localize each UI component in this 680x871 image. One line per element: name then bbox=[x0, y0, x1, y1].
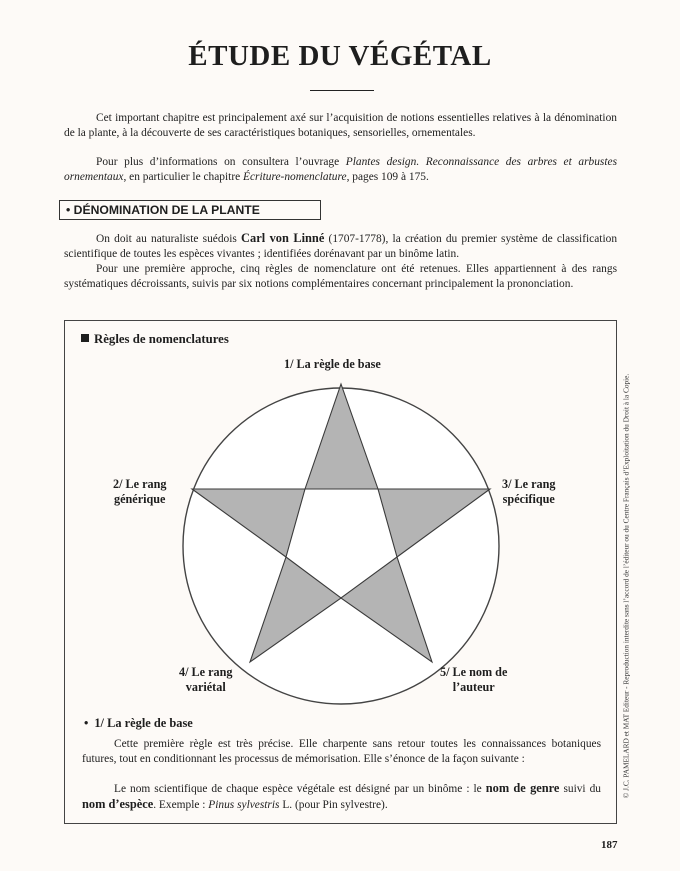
section-heading: • DÉNOMINATION DE LA PLANTE bbox=[59, 200, 321, 220]
rule-bullet-heading-text: 1/ La règle de base bbox=[94, 716, 193, 730]
intro-p2-middle: , en particulier le chapitre bbox=[123, 170, 244, 183]
rule-3-label bbox=[502, 477, 556, 507]
rule-paragraph-1: Cette première règle est très précise. Elle charpente sans retour toutes les connaissances botaniques futures, tout en conditionnant les processus de mémorisation. Elle s’énonce de la façon suivante : bbox=[82, 738, 601, 765]
species-name-term: nom d’espèce bbox=[82, 796, 154, 811]
intro-paragraph-1: Cet important chapitre est principalement axé sur l’acquisition de notions essentielles relatives à la dénomination de la plante, à la découverte de ses caractéristiques botaniques, sensorielles, ornementales. bbox=[64, 112, 617, 139]
page-title: ÉTUDE DU VÉGÉTAL bbox=[188, 40, 492, 72]
rule-4-line-2: variétal bbox=[185, 680, 226, 694]
rule-3-line-1: 3/ Le rang bbox=[502, 477, 556, 491]
chapter-title: Écriture-nomenclature bbox=[243, 170, 347, 183]
rule-5-line-2: l’auteur bbox=[452, 680, 495, 694]
rule-p2-c: suivi du bbox=[559, 783, 601, 795]
intro-p2-after: , pages 109 à 175. bbox=[346, 170, 429, 183]
naturalist-name: Carl von Linné bbox=[241, 231, 325, 245]
rule-p2-a: Le nom scientifique de chaque espèce végétale est désigné par un binôme : le bbox=[114, 783, 486, 795]
rule-p2-g: L. (pour Pin sylvestre). bbox=[279, 798, 388, 811]
genus-name-term: nom de genre bbox=[485, 781, 560, 795]
rule-2-label bbox=[113, 477, 167, 507]
rule-3-line-2: spécifique bbox=[502, 492, 555, 506]
rule-p2-e: . Exemple : bbox=[153, 798, 209, 811]
section-p1-before: On doit au naturaliste suédois bbox=[96, 233, 242, 245]
rule-2-line-1: 2/ Le rang bbox=[113, 477, 167, 491]
intro-p2-before: Pour plus d’informations on consultera l’ouvrage bbox=[96, 156, 346, 168]
page-number: 187 bbox=[601, 839, 618, 851]
rule-2-line-2: générique bbox=[114, 492, 166, 506]
section-paragraph-2: Pour une première approche, cinq règles de nomenclature ont été retenues. Elles appartiennent à des rangs systématiques décroissants, suivis par six notions complémentaires concernant principalement la prononciation. bbox=[64, 263, 617, 290]
rule-1-label: 1/ La règle de base bbox=[284, 357, 381, 371]
rule-4-label bbox=[179, 665, 233, 695]
rule-5-line-1: 5/ Le nom de bbox=[440, 665, 508, 679]
frame-heading-text: Règles de nomenclatures bbox=[94, 332, 229, 346]
rule-5-label bbox=[440, 665, 507, 695]
bullet-dot-icon: • bbox=[84, 716, 89, 730]
rule-bullet-heading bbox=[84, 716, 193, 731]
book-title: Plantes design. Reconnaissance des arbres et arbustes ornementaux bbox=[64, 156, 617, 183]
rule-paragraph-2 bbox=[82, 781, 601, 812]
section-p1-after: (1707-1778), la création du premier système de classification scientifique de toutes les espèces vivantes ; identifiées dorénavant par un binôme latin. bbox=[64, 233, 618, 260]
copyright-text: © J.C. PAMELARD et MAT Editeur - Reproduction interdite sans l’accord de l’éditeur ou du Centre Français d’Exploitation du Droit à la Copie. bbox=[621, 373, 631, 799]
rule-4-line-1: 4/ Le rang bbox=[179, 665, 233, 679]
example-binomial: Pinus sylvestris bbox=[208, 798, 280, 811]
